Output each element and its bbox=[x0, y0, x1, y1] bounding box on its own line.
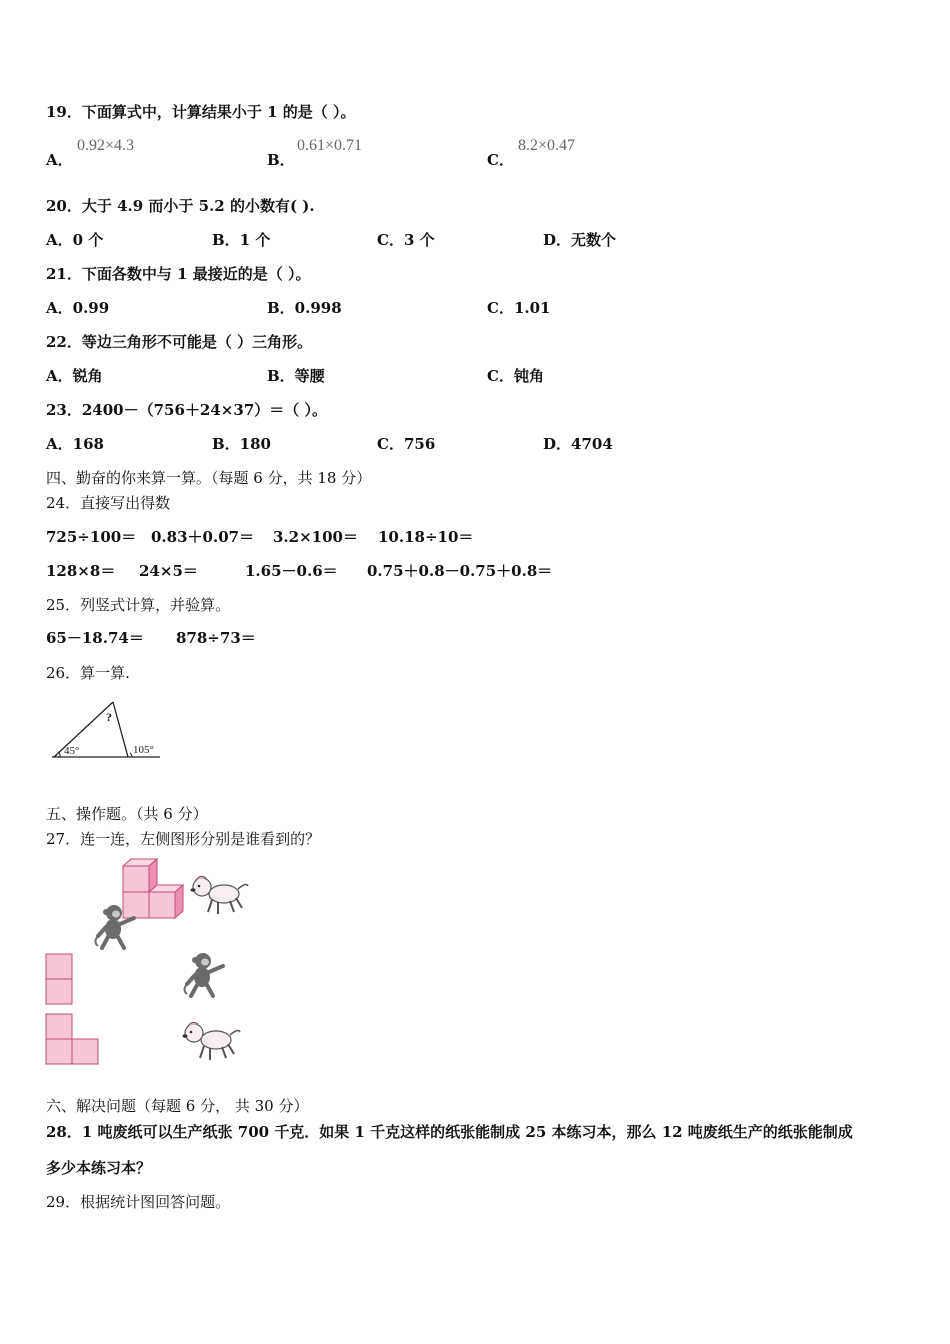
section-4-title: 四、勤奋的你来算一算。（每题 6 分，共 18 分） bbox=[46, 469, 372, 487]
q23-option-d: D．4704 bbox=[543, 435, 613, 453]
q29-stem: 29．根据统计图回答问题。 bbox=[46, 1193, 231, 1211]
q22-option-b: B．等腰 bbox=[267, 367, 325, 385]
monkey-icon-2[interactable] bbox=[181, 950, 227, 998]
q19-option-a-letter: A． bbox=[46, 151, 73, 169]
q22-stem: 22．等边三角形不可能是（ ）三角形。 bbox=[46, 333, 313, 351]
view-two-stacked-squares bbox=[45, 953, 75, 1007]
q23-option-b: B．180 bbox=[212, 435, 271, 453]
q22-option-c: C．钝角 bbox=[487, 367, 544, 385]
q28-line-2: 多少本练习本？ bbox=[46, 1159, 152, 1177]
cube-front-face-3 bbox=[149, 892, 175, 918]
q23-option-c: C．756 bbox=[377, 435, 436, 453]
q19-option-c-letter: C． bbox=[487, 151, 514, 169]
q20-option-a: A．0 个 bbox=[46, 231, 104, 249]
q27-stem: 27．连一连，左侧图形分别是谁看到的？ bbox=[46, 830, 321, 848]
q22-option-a: A．锐角 bbox=[46, 367, 103, 385]
q24-item-6: 24×5＝ bbox=[139, 562, 198, 580]
q24-item-7: 1.65－0.6＝ bbox=[245, 562, 338, 580]
q19-option-c-expr: 8.2×0.47 bbox=[518, 137, 576, 154]
q19-option-a-expr: 0.92×4.3 bbox=[77, 137, 135, 154]
q19-stem: 19．下面算式中，计算结果小于 1 的是（ ）。 bbox=[46, 103, 356, 121]
q28-line-1: 28．1 吨废纸可以生产纸张 700 千克．如果 1 千克这样的纸张能制成 25 本练习本，那么 12 吨废纸生产的纸张能制成 bbox=[46, 1123, 853, 1141]
q24-item-4: 10.18÷10＝ bbox=[378, 528, 474, 546]
q21-option-a: A．0.99 bbox=[46, 299, 110, 317]
q25-item-2: 878÷73＝ bbox=[176, 629, 256, 647]
view-l-shape-squares bbox=[45, 1013, 101, 1067]
section-6-title: 六、解决问题（每题 6 分， 共 30 分） bbox=[46, 1097, 309, 1115]
dog-icon bbox=[188, 872, 250, 918]
q20-option-b: B．1 个 bbox=[212, 231, 271, 249]
q21-option-b: B．0.998 bbox=[267, 299, 342, 317]
angle-arc-45 bbox=[59, 752, 60, 757]
q24-item-2: 0.83＋0.07＝ bbox=[151, 528, 255, 546]
section-5-title: 五、操作题。（共 6 分） bbox=[46, 805, 208, 823]
q26-stem: 26．算一算. bbox=[46, 664, 130, 682]
q24-item-5: 128×8＝ bbox=[46, 562, 116, 580]
q24-stem: 24．直接写出得数 bbox=[46, 494, 171, 512]
angle-label-45: 45° bbox=[64, 745, 80, 757]
triangle-left-side bbox=[54, 702, 113, 757]
q23-stem: 23．2400－（756＋24×37）＝（ ）。 bbox=[46, 401, 327, 419]
cube-front-face bbox=[123, 866, 149, 892]
q20-option-d: D．无数个 bbox=[543, 231, 617, 249]
unknown-angle-mark: ? bbox=[106, 710, 112, 724]
triangle-right-side bbox=[113, 702, 128, 757]
q19-option-b-letter: B． bbox=[267, 151, 295, 169]
triangle-figure bbox=[48, 697, 168, 763]
monkey-icon bbox=[92, 902, 138, 950]
q25-item-1: 65－18.74＝ bbox=[46, 629, 144, 647]
dog-icon-2[interactable] bbox=[180, 1018, 242, 1064]
angle-label-105: 105° bbox=[133, 744, 154, 756]
q24-item-3: 3.2×100＝ bbox=[273, 528, 358, 546]
q19-option-b-expr: 0.61×0.71 bbox=[297, 137, 363, 154]
q23-option-a: A．168 bbox=[46, 435, 104, 453]
q25-stem: 25．列竖式计算，并验算。 bbox=[46, 596, 231, 614]
q20-stem: 20．大于 4.9 而小于 5.2 的小数有( ). bbox=[46, 197, 315, 215]
q24-item-1: 725÷100＝ bbox=[46, 528, 137, 546]
q20-option-c: C．3 个 bbox=[377, 231, 435, 249]
q24-item-8: 0.75＋0.8－0.75＋0.8＝ bbox=[367, 562, 553, 580]
q21-stem: 21．下面各数中与 1 最接近的是（ ）。 bbox=[46, 265, 311, 283]
q21-option-c: C．1.01 bbox=[487, 299, 551, 317]
